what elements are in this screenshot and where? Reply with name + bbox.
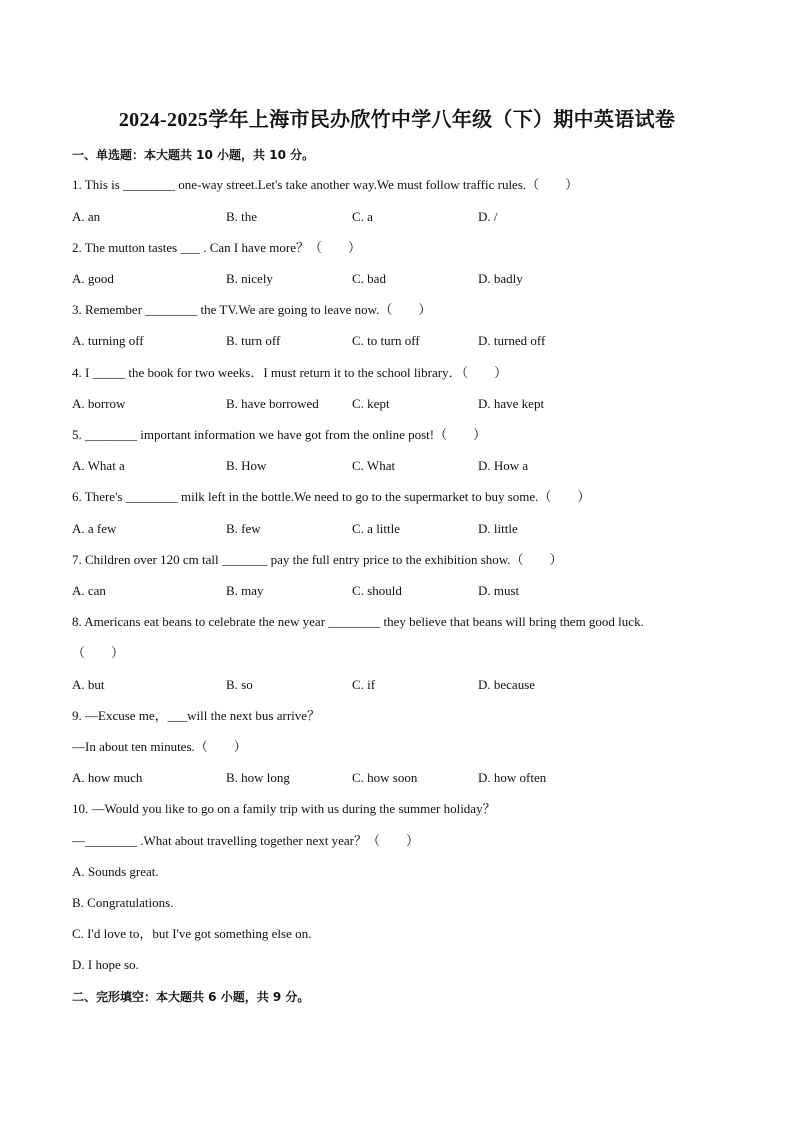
q8-option-d: D. because — [478, 677, 536, 692]
question-4-stem: 4. I _____ the book for two weeks．I must return it to the school library．（ ） — [72, 365, 508, 380]
q5-option-d: D. How a — [478, 458, 529, 473]
q3-option-c: C. to turn off — [352, 333, 420, 348]
question-6-stem: 6. There's ________ milk left in the bottle.We need to go to the supermarket to buy some.（ ） — [72, 489, 591, 504]
q4-option-c: C. kept — [352, 396, 390, 411]
question-9-stem: 9. —Excuse me，___will the next bus arrive？ — [72, 708, 321, 723]
q2-option-d: D. badly — [478, 271, 523, 286]
q2-option-c: C. bad — [352, 271, 386, 286]
q6-option-b: B. few — [226, 521, 261, 536]
q1-option-d: D. / — [478, 209, 498, 224]
section-heading-cloze: 二、完形填空：本大题共 6 小题，共 9 分。 — [72, 990, 310, 1004]
q9-option-a: A. how much — [72, 770, 143, 785]
question-10-stem: 10. —Would you like to go on a family trip with us during the summer holiday？ — [72, 801, 496, 816]
q6-option-d: D. little — [478, 521, 518, 536]
question-1-stem: 1. This is ________ one-way street.Let's take another way.We must follow traffic rules.（ ） — [72, 177, 579, 192]
q3-option-b: B. turn off — [226, 333, 281, 348]
question-10-dialogue-line: —________ .What about travelling together next year？（ ） — [72, 833, 419, 848]
q1-option-b: B. the — [226, 209, 258, 224]
exam-title: 2024-2025学年上海市民办欣竹中学八年级（下）期中英语试卷 — [118, 109, 676, 131]
q5-option-c: C. What — [352, 458, 396, 473]
q10-option-c: C. I'd love to，but I've got something else on. — [72, 926, 312, 941]
q6-option-a: A. a few — [72, 521, 117, 536]
q5-option-b: B. How — [226, 458, 267, 473]
q7-option-d: D. must — [478, 583, 520, 598]
q8-option-b: B. so — [226, 677, 253, 692]
q10-option-a: A. Sounds great. — [72, 864, 159, 879]
question-2-stem: 2. The mutton tastes ___ . Can I have more？（ ） — [72, 240, 361, 255]
q9-option-b: B. how long — [226, 770, 290, 785]
section-heading-single-choice: 一、单选题：本大题共 10 小题，共 10 分。 — [72, 148, 315, 162]
q4-option-d: D. have kept — [478, 396, 545, 411]
q5-option-a: A. What a — [72, 458, 125, 473]
question-5-stem: 5. ________ important information we have got from the online post!（ ） — [72, 427, 487, 442]
q3-option-a: A. turning off — [72, 333, 144, 348]
q4-option-a: A. borrow — [72, 396, 126, 411]
q8-option-a: A. but — [72, 677, 105, 692]
question-8-stem: 8. Americans eat beans to celebrate the new year ________ they believe that beans will bring them good luck. — [72, 614, 644, 629]
q2-option-a: A. good — [72, 271, 114, 286]
q7-option-c: C. should — [352, 583, 402, 598]
question-3-stem: 3. Remember ________ the TV.We are going to leave now.（ ） — [72, 302, 432, 317]
q7-option-a: A. can — [72, 583, 106, 598]
q1-option-c: C. a — [352, 209, 373, 224]
q10-option-d: D. I hope so. — [72, 957, 139, 972]
question-8-answer-bracket: （ ） — [72, 645, 125, 660]
q9-option-c: C. how soon — [352, 770, 418, 785]
q1-option-a: A. an — [72, 209, 101, 224]
q3-option-d: D. turned off — [478, 333, 546, 348]
question-7-stem: 7. Children over 120 cm tall _______ pay the full entry price to the exhibition show.（ ） — [72, 552, 563, 567]
q8-option-c: C. if — [352, 677, 376, 692]
q4-option-b: B. have borrowed — [226, 396, 319, 411]
question-9-dialogue-line: —In about ten minutes.（ ） — [72, 739, 247, 754]
q2-option-b: B. nicely — [226, 271, 273, 286]
q9-option-d: D. how often — [478, 770, 547, 785]
q10-option-b: B. Congratulations. — [72, 895, 174, 910]
q7-option-b: B. may — [226, 583, 264, 598]
q6-option-c: C. a little — [352, 521, 401, 536]
